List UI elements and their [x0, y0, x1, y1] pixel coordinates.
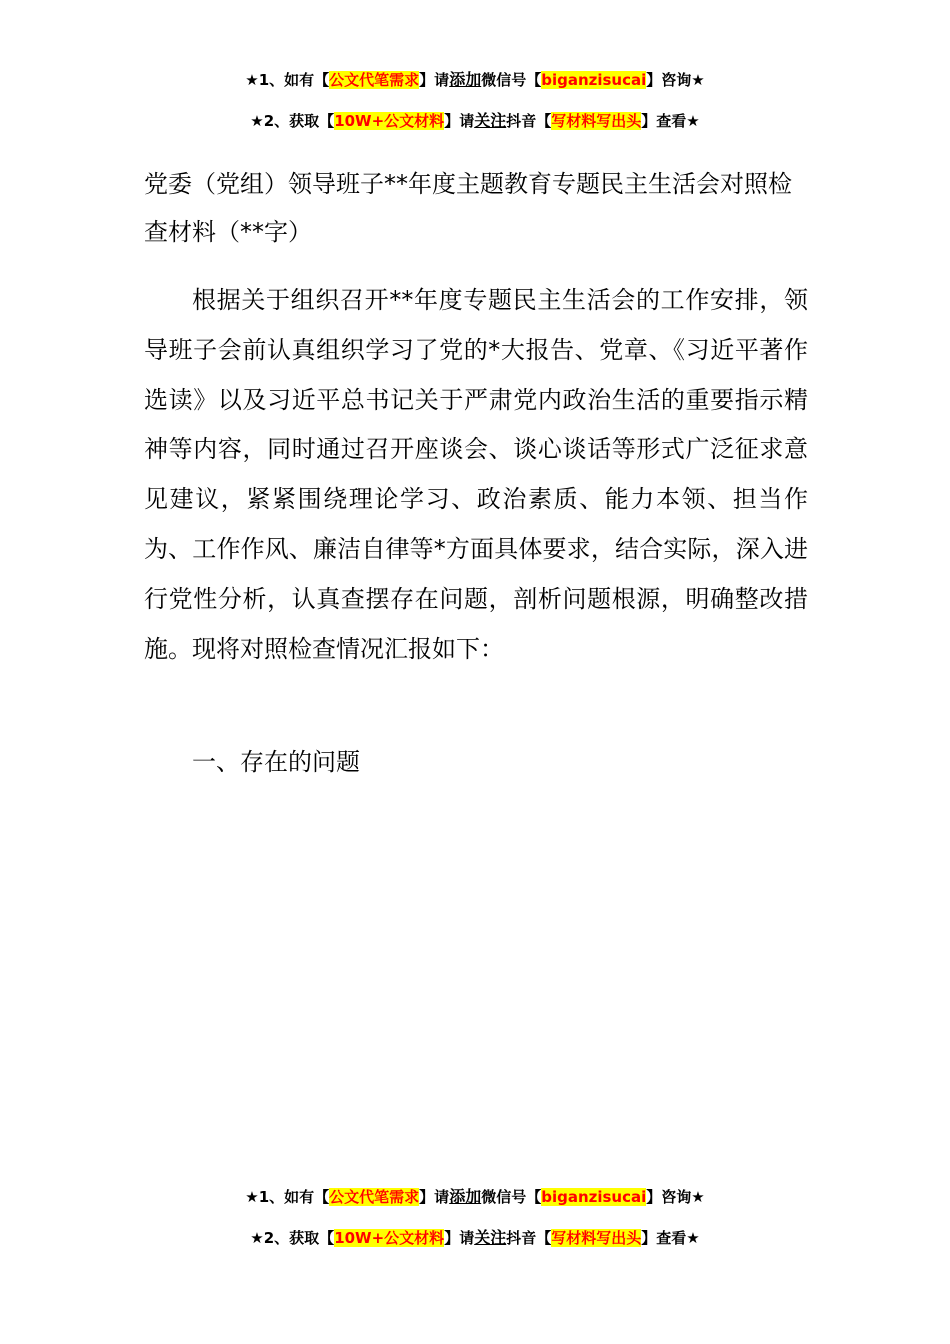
banner-suffix: 】查看★ [641, 1229, 700, 1247]
banner-prefix: ★2、获取【 [250, 112, 335, 130]
banner-text: 】请 [419, 1188, 450, 1206]
top-banner-line-1 [0, 69, 950, 91]
materials-highlight: 10W+公文材料 [334, 1229, 445, 1247]
top-banner-line-2 [0, 110, 950, 132]
douyin-id-highlight: 写材料写出头 [551, 112, 642, 130]
wechat-id-highlight: biganzisucai [541, 71, 647, 89]
banner-suffix: 】咨询★ [646, 1188, 705, 1206]
banner-suffix: 】咨询★ [646, 71, 705, 89]
banner-text: 微信号【 [481, 71, 542, 89]
banner-prefix: ★1、如有【 [245, 71, 330, 89]
intro-paragraph: 根据关于组织召开**年度专题民主生活会的工作安排，领导班子会前认真组织学习了党的*大报告、党章、《习近平著作选读》以及习近平总书记关于严肃党内政治生活的重要指示精神等内容，同时通过召开座谈会、谈心谈话等形式广泛征求意见建议，紧紧围绕理论学习、政治素质、能力本领、担当作为、工作作风、廉洁自律等*方面具体要求，结合实际，深入进行党性分析，认真查摆存在问题，剖析问题根源，明确整改措施。现将对照检查情况汇报如下： [144, 286, 808, 663]
bottom-banner-line-1 [0, 1186, 950, 1208]
bottom-banner-line-2 [0, 1227, 950, 1249]
banner-text: 】请 [444, 112, 475, 130]
wechat-id-highlight: biganzisucai [541, 1188, 647, 1206]
banner-text: 抖音【 [506, 1229, 552, 1247]
add-underlined-text: 添加 [449, 70, 482, 89]
douyin-id-highlight: 写材料写出头 [551, 1229, 642, 1247]
add-underlined-text: 添加 [449, 1187, 482, 1206]
section-heading: 一、存在的问题 [192, 748, 360, 776]
materials-highlight: 10W+公文材料 [334, 112, 445, 130]
banner-prefix: ★2、获取【 [250, 1229, 335, 1247]
service-highlight: 公文代笔需求 [329, 71, 420, 89]
banner-text: 】请 [444, 1229, 475, 1247]
follow-underlined-text: 关注 [474, 1228, 507, 1247]
banner-prefix: ★1、如有【 [245, 1188, 330, 1206]
banner-text: 微信号【 [481, 1188, 542, 1206]
banner-text: 】请 [419, 71, 450, 89]
banner-text: 抖音【 [506, 112, 552, 130]
service-highlight: 公文代笔需求 [329, 1188, 420, 1206]
follow-underlined-text: 关注 [474, 111, 507, 130]
banner-suffix: 】查看★ [641, 112, 700, 130]
document-title: 党委（党组）领导班子**年度主题教育专题民主生活会对照检查材料（**字） [144, 170, 792, 246]
